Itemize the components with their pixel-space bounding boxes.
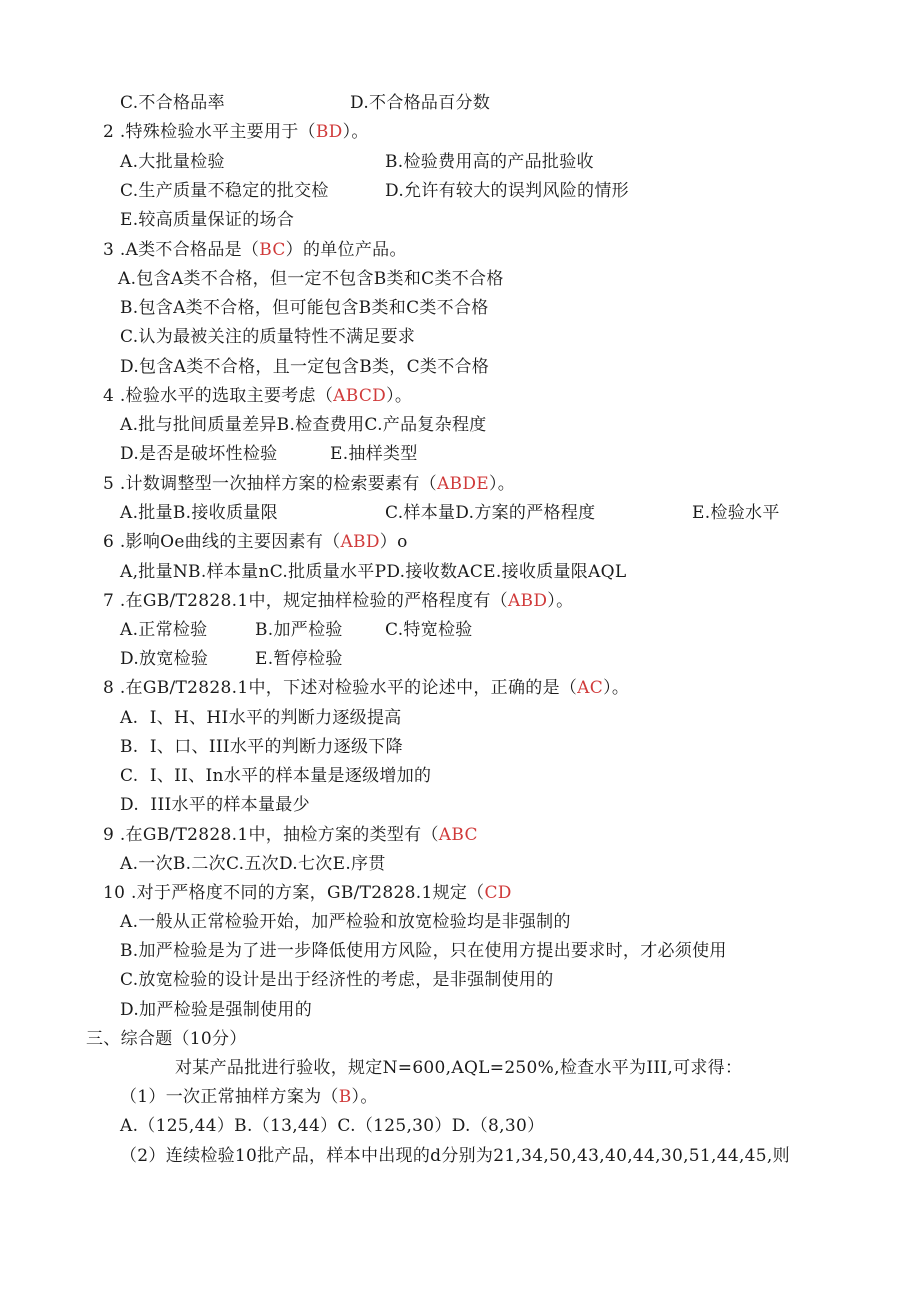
q7-option-a: A.正常检验 [120,620,208,640]
question-text: .在GB/T2828.1中，下述对检验水平的论述中，正确的是（ [119,678,578,698]
question-text: .影响Oe曲线的主要因素有（ [119,532,341,552]
question-text-end: ）。 [603,678,630,698]
q8-option-a: A. I、H、HI水平的判断力逐级提高 [120,708,402,728]
q8-option-b: B. I、口、III水平的判断力逐级下降 [120,737,403,757]
question-text: .在GB/T2828.1中，规定抽样检验的严格程度有（ [119,591,508,611]
q7-option-d: D.放宽检验 [120,649,209,669]
question-number: 7 [103,591,115,611]
q2-stem [103,121,369,143]
answer: BD [315,122,343,142]
q10-option-a: A.一般从正常检验开始，加严检验和放宽检验均是非强制的 [120,912,571,932]
q9-options: A.一次B.二次C.五次D.七次E.序贯 [120,854,386,874]
question-text-end: ）o [379,532,408,552]
q6-stem [103,531,408,553]
question-number: 3 [103,240,115,260]
question-text-end: ）。 [488,474,516,494]
q5-option-e: E.检验水平 [692,503,780,523]
q10-option-d: D.加严检验是强制使用的 [120,1000,313,1020]
q2-option-b: B.检验费用高的产品批验收 [385,152,594,172]
q4-option-e: E.抽样类型 [330,444,418,464]
q7-stem [103,590,573,612]
section3-intro: 对某产品批进行验收，规定N=600,AQL=250%,检查水平为III,可求得： [175,1058,743,1078]
q2-option-e: E.较高质量保证的场合 [120,210,295,230]
q8-stem [103,677,629,699]
q5-options-ab: A.批量B.接收质量限 [120,503,278,523]
answer: CD [484,883,512,903]
answer: ABCD [333,386,387,406]
answer: AC [577,678,604,698]
section3-title: 三、综合题（10分） [86,1029,247,1049]
question-text-end: ）。 [547,591,574,611]
q2-option-c: C.生产质量不稳定的批交检 [120,181,329,201]
question-text: .A类不合格品是（ [119,240,260,260]
q4-stem [103,385,412,407]
sub-question-text: （1）一次正常抽样方案为（ [120,1087,339,1107]
question-text-end: ）。 [342,122,369,142]
q5-options-cd: C.样本量D.方案的严格程度 [385,503,596,523]
q10-stem [103,882,512,904]
q7-option-c: C.特宽检验 [385,620,473,640]
question-text: .对于严格度不同的方案，GB/T2828.1规定（ [130,883,485,903]
question-text-end: ）的单位产品。 [285,240,407,260]
section3-sub1 [120,1086,378,1108]
question-number: 10 [103,883,126,903]
answer: B [338,1087,352,1107]
q3-option-c: C.认为最被关注的质量特性不满足要求 [120,327,416,347]
q3-option-a: A.包含A类不合格，但一定不包含B类和C类不合格 [118,269,504,289]
q2-option-a: A.大批量检验 [120,152,225,172]
question-number: 4 [103,386,115,406]
question-number: 5 [103,474,115,494]
question-number: 8 [103,678,115,698]
q3-option-b: B.包含A类不合格，但可能包含B类和C类不合格 [120,298,489,318]
q4-options-abc: A.批与批间质量差异B.检查费用C.产品复杂程度 [120,415,487,435]
q7-option-e: E.暂停检验 [255,649,343,669]
q7-option-b: B.加严检验 [255,620,343,640]
q8-option-c: C. I、II、In水平的样本量是逐级增加的 [120,766,432,786]
question-text: .计数调整型一次抽样方案的检索要素有（ [119,474,437,494]
q3-option-d: D.包含A类不合格，且一定包含B类，C类不合格 [120,357,490,377]
q10-option-b: B.加严检验是为了进一步降低使用方风险，只在使用方提出要求时，才必须使用 [120,941,727,961]
question-text-end: ）。 [386,386,413,406]
sub-question-text-end: ）。 [351,1087,378,1107]
q8-option-d: D. III水平的样本量最少 [120,795,310,815]
q5-stem [103,473,515,495]
q3-stem [103,239,407,261]
q6-options: A,批量NB.样本量nC.批质量水平PD.接收数ACE.接收质量限AQL [120,562,627,582]
q10-option-c: C.放宽检验的设计是出于经济性的考虑，是非强制使用的 [120,970,554,990]
question-text: .检验水平的选取主要考虑（ [119,386,334,406]
question-number: 9 [103,825,115,845]
q1-option-c: C.不合格品率 [120,93,225,113]
answer: ABD [340,532,380,552]
q1-option-d: D.不合格品百分数 [350,93,491,113]
section3-sub1-options: A.（125,44）B.（13,44）C.（125,30）D.（8,30） [120,1116,545,1136]
q2-option-d: D.允许有较大的误判风险的情形 [385,181,629,201]
q9-stem [103,824,478,846]
answer: ABC [438,825,478,845]
answer: ABD [507,591,548,611]
section3-sub2: （2）连续检验10批产品，样本中出现的d分别为21,34,50,43,40,44,30,51,44,45,则 [120,1146,790,1166]
answer: ABDE [436,474,489,494]
q4-option-d: D.是否是破坏性检验 [120,444,278,464]
question-number: 2 [103,122,115,142]
question-number: 6 [103,532,115,552]
question-text: .在GB/T2828.1中，抽检方案的类型有（ [119,825,439,845]
question-text: .特殊检验水平主要用于（ [119,122,316,142]
answer: BC [259,240,286,260]
